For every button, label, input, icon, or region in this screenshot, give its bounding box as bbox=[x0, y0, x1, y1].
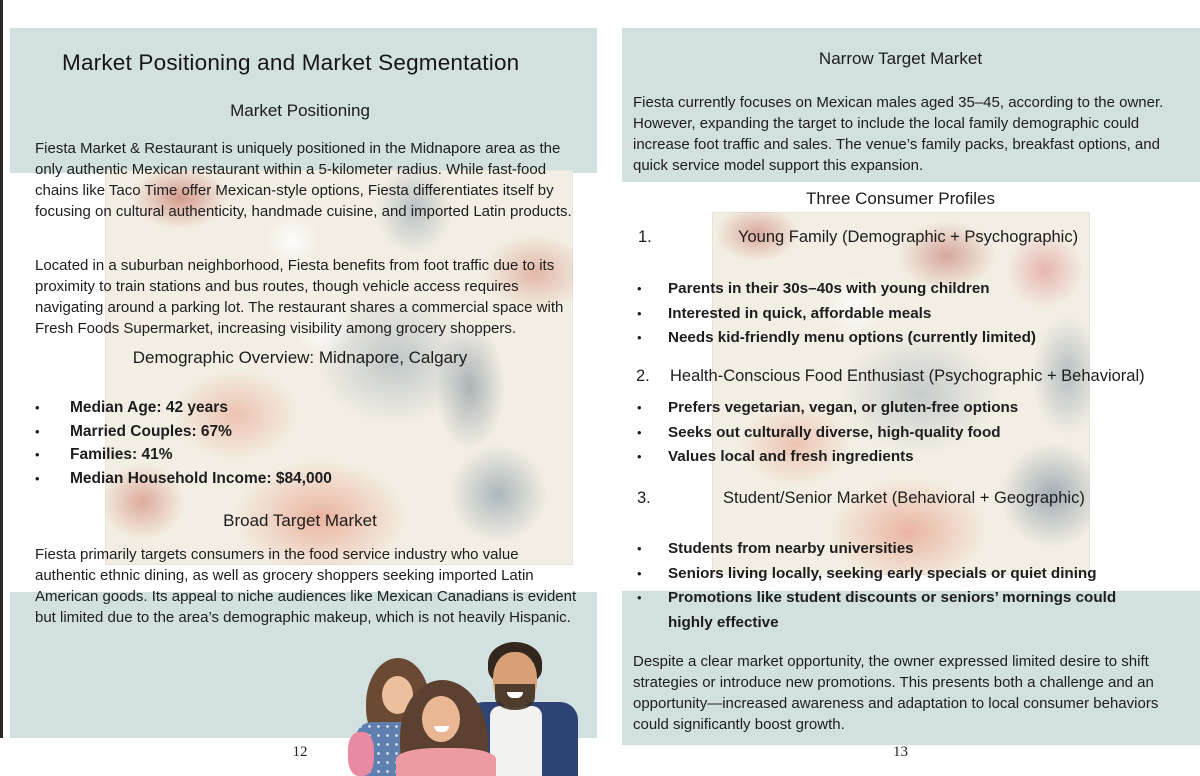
bullet-icon bbox=[35, 420, 70, 444]
profile-3-number: 3. bbox=[637, 489, 651, 507]
bullet-icon bbox=[637, 586, 668, 635]
paragraph-narrow-target: Fiesta currently focuses on Mexican males aged 35–45, according to the owner. However, expanding the target to include the local family demographic could increase foot traffic and sales. The venue’s family packs, breakfast options, and quick service model support this expansion. bbox=[633, 94, 1164, 174]
bullet-text: Parents in their 30s–40s with young children bbox=[668, 280, 990, 297]
heading-market-positioning: Market Positioning bbox=[230, 101, 370, 120]
bullet-text: Prefers vegetarian, vegan, or gluten-free options bbox=[668, 399, 1019, 416]
bullet-icon bbox=[35, 443, 70, 467]
bullet-icon bbox=[637, 537, 668, 562]
bullet-text: Promotions like student discounts or seniors’ mornings could highly effective bbox=[668, 589, 1117, 631]
bullet-icon bbox=[637, 302, 668, 327]
bullet-text: Families: 41% bbox=[70, 446, 173, 463]
bullet-icon bbox=[637, 445, 668, 470]
profile-3-bullet-list bbox=[637, 537, 1157, 635]
list-item bbox=[35, 396, 583, 420]
list-item bbox=[637, 445, 1157, 470]
bullet-text: Median Age: 42 years bbox=[70, 399, 228, 416]
list-item bbox=[35, 420, 583, 444]
list-item bbox=[637, 586, 1157, 635]
heading-three-consumer-profiles: Three Consumer Profiles bbox=[806, 189, 995, 208]
heading-demographic-overview: Demographic Overview: Midnapore, Calgary bbox=[132, 348, 468, 367]
list-item bbox=[35, 467, 583, 491]
photo-shape bbox=[490, 706, 542, 776]
photo-shape bbox=[348, 732, 374, 776]
bullet-icon bbox=[637, 277, 668, 302]
profile-1-bullet-list bbox=[637, 277, 1157, 351]
page-number-right: 13 bbox=[893, 744, 908, 760]
list-item bbox=[637, 562, 1157, 587]
page-number-left: 12 bbox=[292, 744, 308, 760]
list-item bbox=[637, 326, 1157, 351]
bullet-icon bbox=[35, 467, 70, 491]
photo-shape bbox=[396, 748, 496, 776]
bullet-text: Values local and fresh ingredients bbox=[668, 448, 914, 465]
list-item bbox=[637, 396, 1157, 421]
bullet-icon bbox=[637, 562, 668, 587]
bullet-text: Median Household Income: $84,000 bbox=[70, 469, 332, 487]
left-edge-strip bbox=[0, 0, 3, 738]
bullet-icon bbox=[637, 326, 668, 351]
heading-broad-target-market: Broad Target Market bbox=[223, 511, 377, 530]
floral-artwork-right bbox=[712, 212, 1090, 575]
list-item bbox=[637, 537, 1157, 562]
profile-1-number: 1. bbox=[638, 228, 652, 246]
bullet-text: Seniors living locally, seeking early specials or quiet dining bbox=[668, 564, 1097, 582]
profile-2-title: Health-Conscious Food Enthusiast (Psychographic + Behavioral) bbox=[670, 367, 1145, 385]
family-photo-image bbox=[340, 642, 630, 776]
paragraph-closing: Despite a clear market opportunity, the owner expressed limited desire to shift strategies or introduce new promotions. This presents both a challenge and an opportunity—increased awareness and adaptation to local consumer behaviors could significantly boost growth. bbox=[633, 653, 1159, 733]
profile-1-title: Young Family (Demographic + Psychographic) bbox=[738, 228, 1079, 246]
photo-shape bbox=[422, 696, 460, 742]
bullet-text: Married Couples: 67% bbox=[70, 422, 232, 440]
bullet-text: Interested in quick, affordable meals bbox=[668, 304, 932, 322]
paragraph-broad-target: Fiesta primarily targets consumers in the food service industry who value authentic ethnic dining, as well as grocery shoppers seeking imported Latin American goods. Its appeal to niche audiences like Mexican Canadians is evident but limited due to the area’s demographic makeup, which is not heavily Hispanic. bbox=[35, 546, 577, 626]
list-item bbox=[637, 421, 1157, 446]
bullet-text: Seeks out culturally diverse, high-quality food bbox=[668, 423, 1001, 441]
paragraph-positioning-1: Fiesta Market & Restaurant is uniquely positioned in the Midnapore area as the only authentic Mexican restaurant within a 5-kilometer radius. While fast-food chains like Taco Time offer Mexican-style options, Fiesta differentiates itself by focusing on cultural authenticity, handmade cuisine, and imported Latin products. bbox=[35, 140, 572, 220]
demographic-bullet-list bbox=[35, 396, 583, 490]
bullet-icon bbox=[637, 421, 668, 446]
profile-2-bullet-list bbox=[637, 396, 1157, 470]
list-item bbox=[35, 443, 583, 467]
list-item bbox=[637, 302, 1157, 327]
bullet-text: Needs kid-friendly menu options (currently limited) bbox=[668, 329, 1036, 346]
page-title: Market Positioning and Market Segmentation bbox=[62, 50, 520, 75]
list-item bbox=[637, 277, 1157, 302]
bullet-icon bbox=[637, 396, 668, 421]
paragraph-positioning-2: Located in a suburban neighborhood, Fiesta benefits from foot traffic due to its proximity to train stations and bus routes, though vehicle access requires navigating around a parking lot. The restaurant shares a commercial space with Fresh Foods Supermarket, increasing visibility among grocery shoppers. bbox=[35, 257, 564, 337]
heading-narrow-target-market: Narrow Target Market bbox=[818, 49, 983, 68]
bullet-text: Students from nearby universities bbox=[668, 540, 914, 557]
profile-3-title: Student/Senior Market (Behavioral + Geographic) bbox=[723, 489, 1085, 507]
profile-2-number: 2. bbox=[636, 367, 650, 385]
bullet-icon bbox=[35, 396, 70, 420]
